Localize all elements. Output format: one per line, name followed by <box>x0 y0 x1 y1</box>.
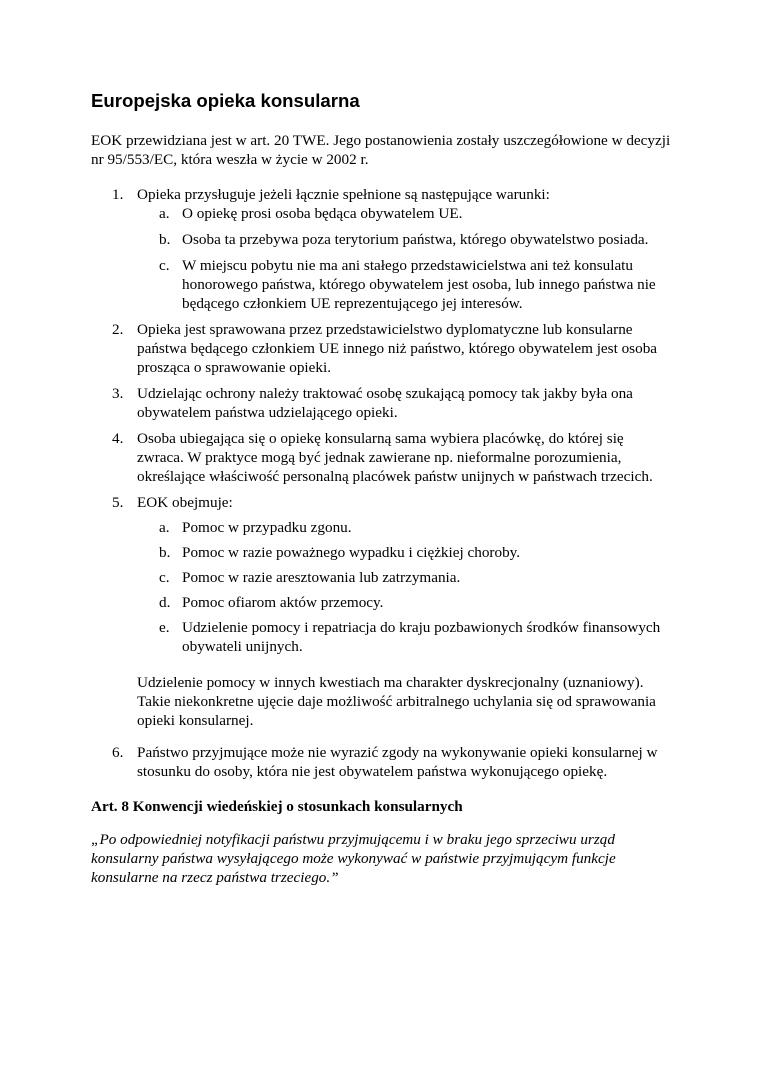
list-item-text: Państwo przyjmujące może nie wyrazić zgody na wykonywanie opieki konsularnej w stosunku do osoby, która nie jest obywatelem państwa wykonującego opiekę. <box>137 744 658 780</box>
sub-item-e <box>137 618 671 656</box>
list-item-text: Opieka jest sprawowana przez przedstawicielstwo dyplomatyczne lub konsularne państwa będącego członkiem UE innego niż państwo, którego obywatelem jest osoba prosząca o sprawowanie opieki. <box>137 321 658 376</box>
list-number: 2. <box>112 321 124 338</box>
sub-item-text: Pomoc w razie aresztowania lub zatrzymania. <box>182 569 461 586</box>
sub-letter: a. <box>159 205 170 222</box>
sub-letter: e. <box>159 619 170 636</box>
sub-item-b <box>137 230 671 249</box>
sub-item-text: W miejscu pobytu nie ma ani stałego przedstawicielstwa ani też konsulatu honorowego państwa, którego obywatelem jest osoba, lub innego państwa nie będącego członkiem UE reprezentującego jej interesów. <box>182 257 656 312</box>
sub-letter: a. <box>159 519 170 536</box>
art-heading: Art. 8 Konwencji wiedeńskiej o stosunkach konsularnych <box>91 798 463 815</box>
sub-letter: b. <box>159 231 171 248</box>
list-item-text: Opieka przysługuje jeżeli łącznie spełnione są następujące warunki: <box>137 186 550 203</box>
list-item-text: Osoba ubiegająca się o opiekę konsularną sama wybiera placówkę, do której się zwraca. W praktyce mogą być jednak zawierane np. nieformalne porozumienia, określające właściwość personalną placówek państw unijnych w państwach trzecich. <box>137 430 653 485</box>
document-page <box>91 90 671 887</box>
list-number: 5. <box>112 494 124 511</box>
sub-letter: d. <box>159 594 171 611</box>
eok-note: Udzielenie pomocy w innych kwestiach ma charakter dyskrecjonalny (uznaniowy). Takie niekonkretne ujęcie daje możliwość arbitralnego uchylania się od sprawowania opieki konsularnej. <box>137 674 656 729</box>
list-number: 6. <box>112 744 124 761</box>
sub-item-text: Pomoc ofiarom aktów przemocy. <box>182 594 384 611</box>
sub-item-text: Osoba ta przebywa poza terytorium państwa, którego obywatelstwo posiada. <box>182 231 649 248</box>
sub-letter: c. <box>159 569 170 586</box>
list-item-text: EOK obejmuje: <box>137 494 233 511</box>
sub-item-text: Pomoc w razie poważnego wypadku i ciężkiej choroby. <box>182 544 521 561</box>
list-item-1 <box>91 185 671 313</box>
list-item-text: Udzielając ochrony należy traktować osobę szukającą pomocy tak jakby była ona obywatelem państwa udzielającego opieki. <box>137 385 633 421</box>
sub-item-d <box>137 593 671 612</box>
list-item-2 <box>91 320 671 377</box>
sub-letter: c. <box>159 257 170 274</box>
sub-list <box>137 518 671 656</box>
sub-item-c <box>137 568 671 587</box>
sub-item-text: Pomoc w przypadku zgonu. <box>182 519 352 536</box>
sub-item-text: O opiekę prosi osoba będąca obywatelem UE. <box>182 205 463 222</box>
document-title: Europejska opieka konsularna <box>91 90 360 111</box>
sub-item-b <box>137 543 671 562</box>
sub-item-a <box>137 204 671 223</box>
sub-item-c <box>137 256 671 313</box>
list-item-3 <box>91 384 671 422</box>
list-number: 4. <box>112 430 124 447</box>
sub-list <box>137 204 671 313</box>
list-number: 1. <box>112 186 124 203</box>
sub-letter: b. <box>159 544 171 561</box>
conditions-list <box>91 185 671 781</box>
intro-paragraph: EOK przewidziana jest w art. 20 TWE. Jego postanowienia zostały uszczegółowione w decyzji nr 95/553/EC, która weszła w życie w 2002 r. <box>91 132 671 168</box>
sub-item-text: Udzielenie pomocy i repatriacja do kraju pozbawionych środków finansowych obywateli unijnych. <box>182 619 661 655</box>
list-item-6 <box>91 743 671 781</box>
list-item-4 <box>91 429 671 486</box>
list-item-5 <box>91 493 671 730</box>
list-number: 3. <box>112 385 124 402</box>
quote-paragraph: „Po odpowiedniej notyfikacji państwu przyjmującemu i w braku jego sprzeciwu urząd konsularny państwa wysyłającego może wykonywać w państwie przyjmującym funkcje konsularne na rzecz państwa trzeciego.” <box>91 831 616 886</box>
sub-item-a <box>137 518 671 537</box>
